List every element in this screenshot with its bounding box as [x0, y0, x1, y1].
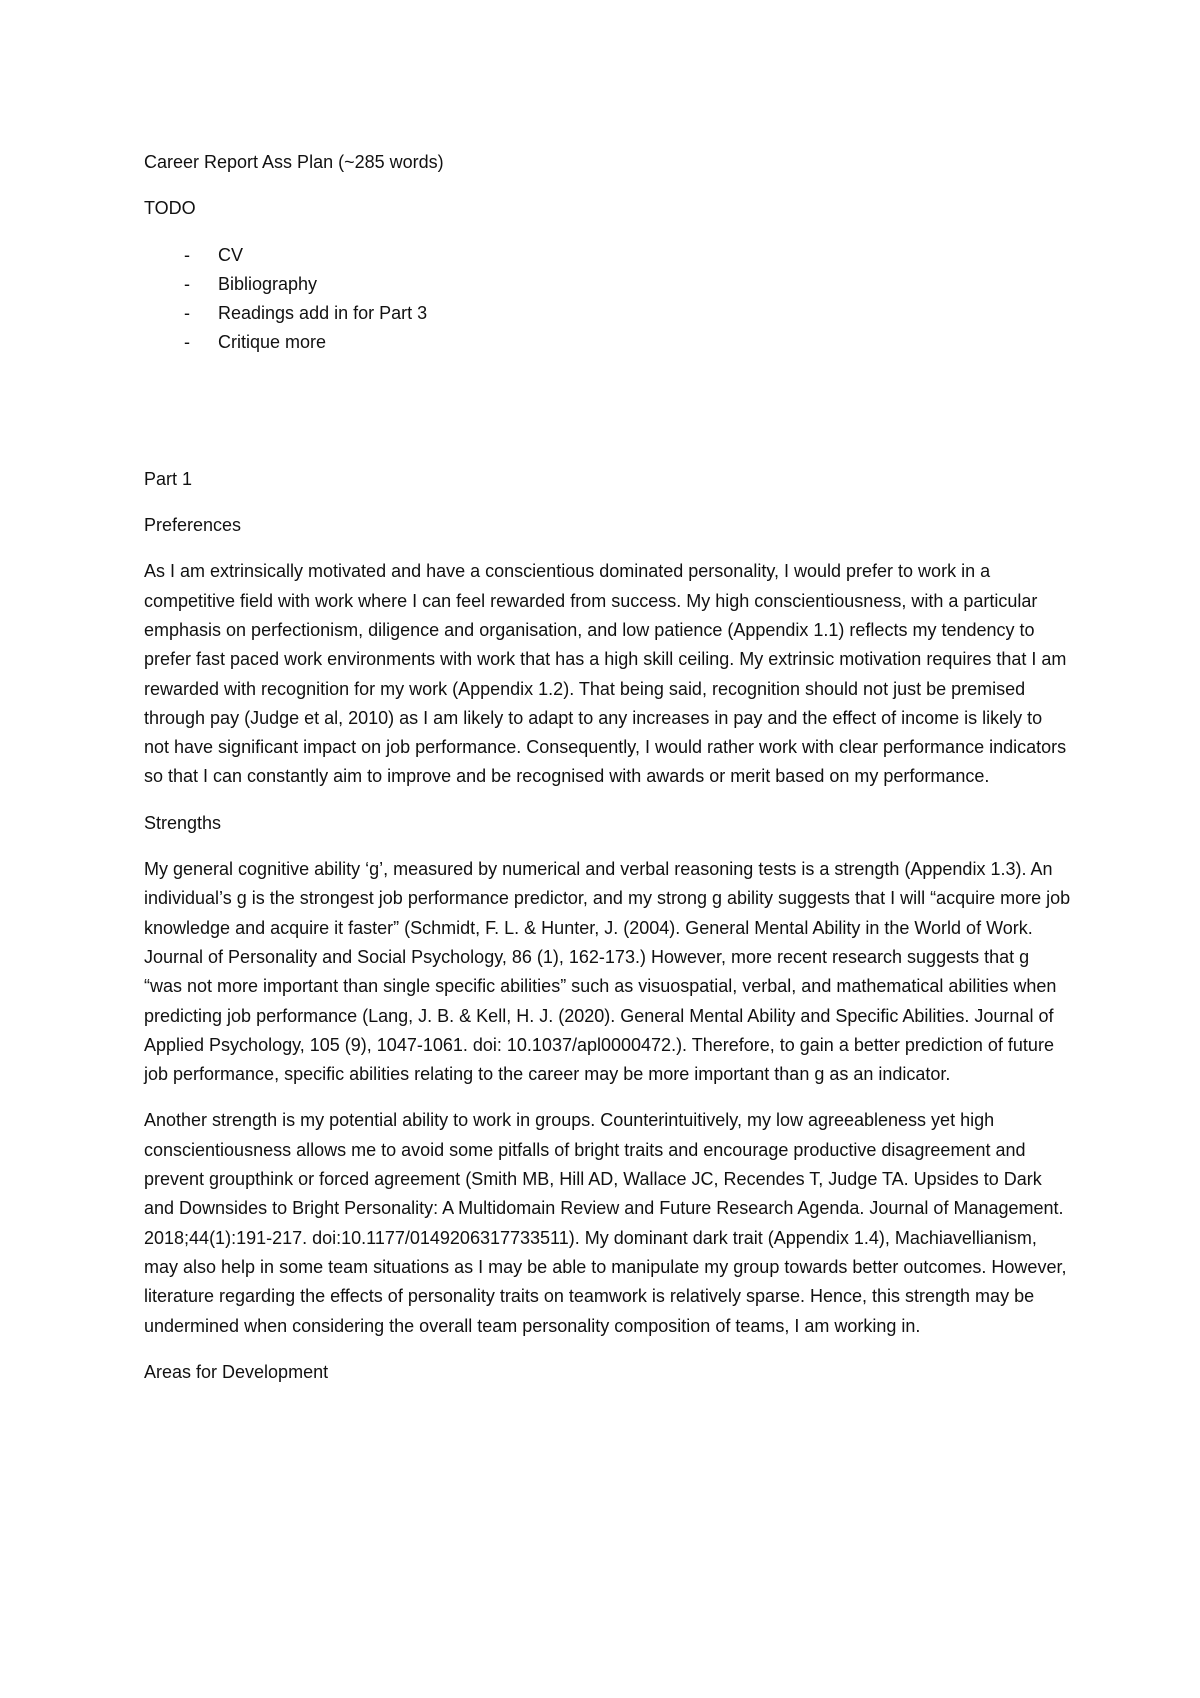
todo-item-cv: - CV	[144, 241, 1072, 270]
preferences-paragraph: As I am extrinsically motivated and have a conscientious dominated personality, I would prefer to work in a competitive field with work where I can feel rewarded from success. My high conscientiousness, with a particular emphasis on perfectionism, diligence and organisation, and low patience (Appendix 1.1) reflects my tendency to prefer fast paced work environments with work that has a high skill ceiling. My extrinsic motivation requires that I am rewarded with recognition for my work (Appendix 1.2). That being said, recognition should not just be premised through pay (Judge et al, 2010) as I am likely to adapt to any increases in pay and the effect of income is likely to not have significant impact on job performance. Consequently, I would rather work with clear performance indicators so that I can constantly aim to improve and be recognised with awards or merit based on my performance.	[144, 561, 1067, 787]
document-title: Career Report Ass Plan (~285 words)	[144, 152, 444, 172]
todo-heading: TODO	[144, 198, 196, 219]
strengths-paragraph-2: Another strength is my potential ability to work in groups. Counterintuitively, my low agreeableness yet high conscientiousness allows me to avoid some pitfalls of bright traits and encourage productive disagreement and prevent groupthink or forced agreement (Smith MB, Hill AD, Wallace JC, Recendes T, Judge TA. Upsides to Dark and Downsides to Bright Personality: A Multidomain Review and Future Research Agenda. Journal of Management. 2018;44(1):191-217. doi:10.1177/0149206317733511). My dominant dark trait (Appendix 1.4), Machiavellianism, may also help in some team situations as I may be able to manipulate my group towards better outcomes. However, literature regarding the effects of personality traits on teamwork is relatively sparse. Hence, this strength may be undermined when considering the overall team personality composition of teams, I am working in.	[144, 1110, 1067, 1336]
part-1-heading: Part 1	[144, 468, 193, 489]
todo-item-readings: - Readings add in for Part 3	[144, 299, 1072, 328]
todo-item-bibliography: - Bibliography	[144, 270, 1072, 299]
todo-list	[144, 241, 1072, 358]
strengths-paragraph-1: My general cognitive ability ‘g’, measured by numerical and verbal reasoning tests is a strength (Appendix 1.3). An individual’s g is the strongest job performance predictor, and my strong g ability suggests that I will “acquire more job knowledge and acquire it faster” (Schmidt, F. L. & Hunter, J. (2004). General Mental Ability in the World of Work. Journal of Personality and Social Psychology, 86 (1), 162-173.) However, more recent research suggests that g “was not more important than single specific abilities” such as visuospatial, verbal, and mathematical abilities when predicting job performance (Lang, J. B. & Kell, H. J. (2020). General Mental Ability and Specific Abilities. Journal of Applied Psychology, 105 (9), 1047-1061. doi: 10.1037/apl0000472.). Therefore, to gain a better prediction of future job performance, specific abilities relating to the career may be more important than g as an indicator.	[144, 859, 1071, 1085]
strengths-heading: Strengths	[144, 812, 222, 833]
todo-item-critique: - Critique more	[144, 328, 1072, 357]
document-page	[144, 148, 1072, 1404]
preferences-heading: Preferences	[144, 515, 242, 536]
development-heading: Areas for Development	[144, 1361, 329, 1382]
